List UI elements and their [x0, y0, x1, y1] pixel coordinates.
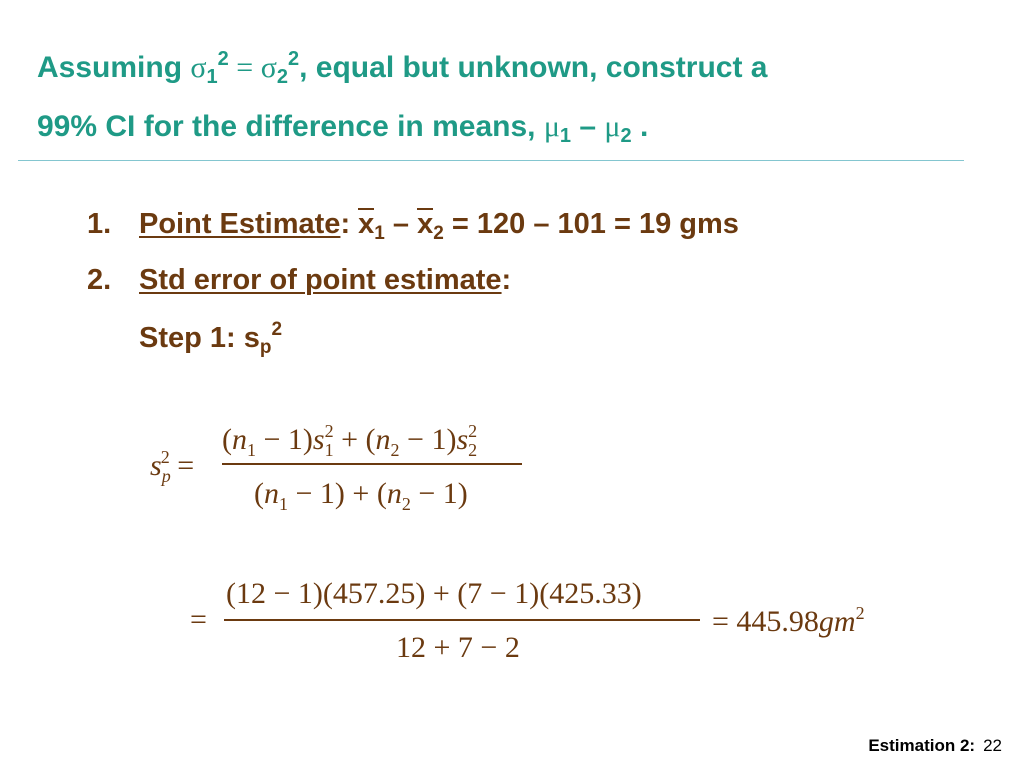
result-value: = 445.98 [712, 605, 819, 638]
title-text: . [631, 110, 649, 143]
sigma-subscript: 2 [276, 66, 288, 88]
list-item-std-error [87, 252, 739, 308]
equals-sign: = [190, 603, 207, 636]
paren: ( [222, 423, 232, 456]
mu-subscript: 1 [559, 125, 572, 147]
footer-label: Estimation 2: [868, 736, 976, 755]
superscript: 2 [468, 421, 478, 441]
variable-n: n [264, 477, 279, 510]
variable-s: s [456, 423, 469, 456]
sigma-subscript: 1 [206, 66, 218, 88]
title-text: , equal but unknown, construct a [299, 51, 768, 84]
title-text: Assuming [37, 51, 191, 84]
point-estimate-value: = 120 – 101 = 19 gms [443, 208, 739, 240]
subscript-p: p [161, 466, 171, 486]
formula-numerator [222, 421, 477, 461]
sigma-superscript: 2 [217, 48, 229, 70]
mu-subscript: 2 [620, 125, 632, 147]
mu-symbol: μ [604, 110, 621, 143]
list-item-point-estimate [87, 196, 739, 252]
superscript-2: 2 [160, 447, 170, 467]
point-estimate-label: Point Estimate [139, 208, 341, 240]
formula-denominator [254, 477, 468, 515]
subscript: 1 [279, 494, 288, 514]
unit: gm [818, 605, 856, 638]
paren: ( [254, 477, 264, 510]
equals-sign: = [228, 51, 261, 84]
equals-sign: = [169, 449, 195, 482]
term: − 1) [256, 423, 313, 456]
subscript: 1 [324, 440, 334, 460]
sigma-superscript: 2 [288, 48, 300, 70]
title-line-1 [37, 34, 997, 102]
page-number: 22 [983, 736, 1002, 755]
fraction-bar [222, 463, 522, 465]
superscript: 2 [324, 421, 334, 441]
slide-body [87, 196, 739, 358]
list-number: 1. [87, 208, 112, 240]
computation-numerator: (12 − 1)(457.25) + (7 − 1)(425.33) [226, 577, 642, 610]
computation-result [712, 603, 865, 639]
variable-s: s [150, 449, 162, 482]
term: + ( [333, 423, 376, 456]
minus-sign: – [384, 208, 418, 240]
colon: : [340, 208, 359, 240]
subscript: 2 [401, 494, 411, 514]
subscript: 2 [390, 440, 400, 460]
slide-footer [868, 736, 1002, 756]
formula-lhs [150, 447, 194, 487]
term: − 1) + ( [288, 477, 387, 510]
variable-n: n [375, 423, 391, 456]
computation-denominator: 12 + 7 − 2 [396, 631, 520, 664]
list-number: 2. [87, 264, 112, 296]
x-bar-2: x [417, 208, 434, 240]
colon: : [501, 264, 512, 296]
slide-title [37, 34, 997, 161]
fraction-bar [224, 619, 700, 621]
step-superscript: 2 [271, 319, 283, 340]
minus-sign: – [571, 110, 605, 143]
mu-symbol: μ [543, 110, 560, 143]
variable-n: n [386, 477, 402, 510]
title-line-2 [37, 102, 997, 161]
std-error-label: Std error of point estimate [139, 264, 502, 296]
variable-s: s [312, 423, 325, 456]
title-text: 99% CI for the difference in means, [37, 110, 544, 143]
step-text: Step 1: s [139, 322, 260, 354]
subscript: 1 [247, 440, 256, 460]
unit-superscript: 2 [855, 603, 865, 623]
subscript: 2 [468, 440, 478, 460]
variable-n: n [232, 423, 247, 456]
step-subscript: p [259, 337, 272, 358]
x-subscript: 2 [433, 223, 444, 244]
term: − 1) [399, 423, 457, 456]
x-subscript: 1 [374, 223, 385, 244]
sigma-symbol: σ [190, 51, 207, 84]
x-bar-1: x [358, 208, 375, 240]
term: − 1) [410, 477, 468, 510]
title-divider [18, 160, 964, 161]
sigma-symbol: σ [260, 51, 277, 84]
step-1-label [87, 302, 739, 358]
